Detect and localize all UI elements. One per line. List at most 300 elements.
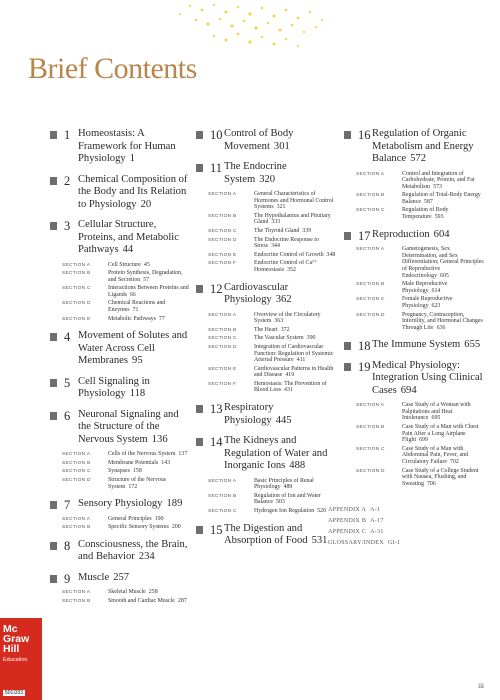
section-entry[interactable] (208, 508, 338, 515)
section-title: Endocrine Control of Ca²⁺ Homeostasis (254, 260, 317, 273)
section-title: Cell Structure (108, 261, 141, 268)
chapter-entry[interactable] (50, 539, 190, 564)
section-label: SECTION A (62, 262, 91, 268)
section-title: Hydrogen Ion Regulation (254, 507, 315, 514)
section-label: SECTION C (208, 336, 237, 342)
section-page: 623 (431, 302, 441, 309)
chapter-page: 320 (259, 173, 276, 185)
section-title: Control and Integration of Carbohydrate, Protein, and Fat Metabolism (402, 170, 475, 190)
chapter-page: 118 (129, 388, 146, 400)
section-title-line (254, 327, 290, 334)
chapter-page: 257 (113, 571, 130, 583)
chapter-bullet-icon (50, 333, 57, 341)
chapter-title: The Endocrine System (224, 161, 287, 185)
chapter-entry[interactable] (196, 402, 338, 427)
chapter-page: 488 (289, 460, 306, 472)
chapter-title-line (78, 376, 190, 401)
chapter-bullet-icon (50, 379, 57, 387)
section-entry[interactable] (208, 213, 338, 226)
section-list (208, 312, 338, 395)
page-number: iii (478, 682, 484, 690)
section-entry[interactable] (356, 171, 484, 191)
chapter-number: 13 (210, 402, 223, 417)
section-entry[interactable] (208, 312, 338, 325)
section-label: SECTION D (62, 301, 91, 307)
section-entry[interactable] (62, 524, 190, 531)
section-title-line (402, 207, 484, 220)
chapter-title: Movement of Solutes and Water Across Cell Membranes (78, 330, 188, 367)
section-title-line (108, 589, 158, 596)
chapter-title: The Digestion and Absorption of Food (224, 522, 308, 547)
section-label: SECTION B (208, 493, 237, 499)
chapter-number: 17 (358, 228, 371, 243)
section-title-line (402, 312, 484, 332)
section-entry[interactable] (62, 262, 190, 269)
section-title-line (254, 237, 338, 250)
chapter-title: Homeostasis: A Framework for Human Physiology (78, 128, 176, 164)
section-page: 200 (171, 524, 181, 531)
section-label: SECTION A (356, 171, 385, 177)
section-title-line (402, 281, 484, 294)
section-title: Hemostasis: The Prevention of Blood Loss (254, 380, 327, 394)
chapter-entry[interactable] (344, 339, 484, 352)
section-list (62, 451, 190, 490)
chapter-title-line (372, 128, 484, 166)
section-title: The Heart (254, 326, 278, 333)
chapter-title: Cardiovascular Physiology (224, 281, 289, 306)
section-title: The Thyroid Gland (254, 227, 300, 234)
appendix-item[interactable]: APPENDIX A A-1 (328, 507, 381, 514)
section-title: Regulation of Ion and Water Balance (254, 492, 321, 506)
chapter-title: Medical Physiology: Integration Using Clinical Cases (372, 359, 483, 396)
chapter-bullet-icon (196, 285, 203, 293)
chapter-number: 9 (64, 571, 71, 586)
section-title: The Vascular System (254, 335, 304, 342)
chapter-bullet-icon (50, 542, 57, 550)
section-entry[interactable] (62, 516, 190, 523)
section-title: Endocrine Control of Growth (254, 251, 324, 258)
section-label: SECTION C (356, 297, 385, 303)
section-label: SECTION A (356, 247, 385, 253)
section-label: SECTION B (62, 599, 91, 604)
chapter-page: 604 (433, 228, 450, 240)
chapter-entry[interactable] (50, 128, 190, 166)
section-page: 431 (284, 387, 293, 394)
section-label: SECTION A (62, 516, 91, 522)
section-title-line (402, 171, 484, 191)
section-title-line (254, 252, 335, 259)
section-list (208, 478, 338, 515)
section-page: 339 (302, 227, 312, 234)
chapter-title-line (224, 402, 338, 427)
section-title: Skeletal Muscle (108, 589, 146, 596)
chapter-entry[interactable] (50, 219, 190, 322)
section-page: 344 (271, 243, 280, 250)
section-entry[interactable] (62, 300, 190, 313)
chapter-page: 189 (166, 498, 183, 510)
section-page: 57 (143, 276, 150, 283)
section-list (62, 516, 190, 531)
chapter-number: 4 (64, 330, 71, 345)
section-title-line (254, 366, 338, 379)
section-title: Smooth and Cardiac Muscle (108, 598, 175, 604)
section-page: 702 (450, 459, 459, 466)
chapter-number: 5 (64, 375, 71, 390)
section-label: SECTION E (62, 316, 91, 322)
section-title: Specific Sensory Systems (108, 524, 169, 531)
chapter-number: 6 (64, 408, 71, 423)
section-page: 333 (271, 219, 281, 226)
section-title-line (108, 524, 181, 531)
section-title: Case Study of a Man with Chest Pain After a Long Airplane Flight (402, 424, 479, 444)
chapter-bullet-icon (50, 222, 57, 230)
section-page: 520 (317, 507, 327, 514)
chapter-title-line (78, 498, 190, 511)
section-title: Protein Synthesis, Degradation, and Secretion (108, 270, 183, 283)
chapter-page: 44 (122, 244, 134, 255)
section-title: Regulation of Body Temperature (402, 207, 449, 221)
section-title-line (402, 446, 484, 466)
appendix-item[interactable]: APPENDIX B A-17 (328, 518, 384, 525)
section-title-line (108, 316, 165, 323)
chapter-title: Reproduction (372, 228, 430, 240)
section-label: SECTION B (208, 213, 237, 219)
section-label: SECTION C (356, 446, 385, 452)
section-title-line (108, 468, 142, 475)
section-label: SECTION B (356, 425, 385, 431)
chapter-page: 234 (138, 551, 155, 563)
section-title: Male Reproductive Physiology (402, 281, 448, 294)
section-page: 489 (283, 484, 293, 491)
chapter-bullet-icon (196, 526, 203, 534)
section-label: SECTION B (356, 282, 385, 288)
appendix-item[interactable]: APPENDIX C A-31 (328, 529, 384, 536)
page-title: Brief Contents (28, 52, 197, 85)
chapter-bullet-icon (344, 342, 351, 350)
chapter-entry[interactable] (196, 128, 338, 153)
section-label: SECTION D (356, 312, 385, 318)
chapter-page: 445 (275, 414, 292, 426)
section-page: 321 (276, 204, 286, 211)
section-page: 363 (274, 318, 284, 325)
section-page: 419 (285, 372, 295, 379)
section-page: 287 (177, 598, 187, 604)
section-label: SECTION A (208, 312, 237, 318)
section-title-line (108, 516, 164, 523)
chapter-entry[interactable] (50, 498, 190, 531)
section-title-line (254, 493, 338, 506)
section-title: Overview of the Circulatory System (254, 311, 321, 325)
section-page: 706 (426, 480, 436, 487)
section-label: SECTION A (62, 590, 91, 596)
section-label: SECTION F (208, 261, 237, 267)
section-title-line (108, 285, 190, 298)
section-entry[interactable] (62, 270, 190, 283)
chapter-title: Muscle (78, 571, 110, 583)
chapter-number: 1 (64, 128, 71, 142)
section-entry[interactable] (208, 327, 338, 334)
section-page: 45 (143, 261, 150, 268)
chapter-bullet-icon (50, 131, 57, 139)
section-page: 77 (158, 315, 165, 322)
section-list (62, 589, 190, 604)
chapter-entry[interactable] (344, 229, 484, 332)
section-label: SECTION F (208, 381, 237, 387)
section-page: 352 (287, 266, 296, 273)
chapter-number: 18 (358, 339, 371, 354)
section-entry[interactable] (62, 451, 190, 458)
chapter-bullet-icon (50, 575, 57, 583)
section-title: Structure of the Nervous System (108, 477, 167, 490)
section-title-line (254, 260, 338, 273)
section-page: 348 (326, 251, 336, 258)
chapter-number: 10 (210, 128, 223, 142)
section-label: SECTION A (356, 403, 385, 409)
section-label: SECTION C (208, 508, 237, 514)
section-page: 390 (306, 335, 316, 342)
section-entry[interactable] (62, 316, 190, 323)
section-entry[interactable] (62, 477, 190, 490)
section-entry[interactable] (356, 446, 484, 466)
section-page: 503 (275, 499, 285, 506)
chapter-number: 15 (210, 522, 223, 537)
chapter-title: Control of Body Movement (224, 128, 294, 152)
section-label: SECTION D (208, 344, 237, 350)
section-list (356, 402, 484, 487)
section-title: Female Reproductive Physiology (402, 296, 453, 309)
chapter-title-line (78, 174, 190, 212)
section-title-line (254, 344, 338, 364)
chapter-entry[interactable] (196, 282, 338, 395)
section-title-line (402, 192, 484, 205)
chapter-bullet-icon (196, 405, 203, 413)
section-page: 137 (178, 451, 188, 458)
section-title-line (108, 262, 150, 269)
section-entry[interactable] (208, 191, 338, 211)
chapter-title-line (224, 523, 338, 548)
chapter-title-line (78, 128, 190, 166)
section-title: Case Study of a Woman with Palpitations and Heat Intolerance (402, 402, 471, 422)
section-title-line (402, 468, 484, 488)
chapter-title: Neuronal Signaling and the Structure of the Nervous System (78, 408, 179, 445)
section-label: SECTION B (208, 327, 237, 333)
chapter-entry[interactable] (196, 435, 338, 514)
section-title: Membrane Potentials (108, 459, 159, 466)
section-title: Synapses (108, 468, 130, 475)
section-title-line (254, 312, 338, 325)
chapter-entry[interactable] (50, 572, 190, 605)
chapter-entry[interactable] (196, 161, 338, 274)
section-page: 172 (128, 483, 138, 490)
section-title-line (402, 424, 484, 444)
publisher-logo: Mc Graw Hill Education 501I333 (0, 618, 42, 700)
section-entry[interactable] (356, 281, 484, 294)
section-title-line (254, 228, 311, 235)
section-title-line (108, 300, 190, 313)
section-label: SECTION E (208, 252, 237, 258)
section-entry[interactable] (62, 589, 190, 596)
section-label: SECTION D (208, 237, 237, 243)
section-page: 71 (132, 307, 139, 314)
section-label: SECTION C (356, 208, 385, 214)
section-label: SECTION B (356, 193, 385, 199)
toc-column-2 (196, 128, 338, 556)
chapter-title-line (78, 219, 190, 257)
section-page: 614 (431, 287, 441, 294)
chapter-number: 16 (358, 128, 371, 142)
section-title: Metabolic Pathways (108, 315, 156, 322)
chapter-page: 1 (129, 153, 135, 164)
chapter-entry[interactable] (344, 360, 484, 488)
section-title-line (108, 451, 187, 458)
chapter-title: Chemical Composition of the Body and Its Relation to Physiology (78, 173, 188, 210)
section-title: Case Study of a Man with Abdominal Pain, Fever, and Circulatory Failure (402, 445, 469, 466)
chapter-title: Respiratory Physiology (224, 402, 274, 426)
chapter-page: 95 (132, 355, 143, 367)
section-entry[interactable] (208, 381, 338, 394)
section-label: SECTION A (62, 452, 91, 458)
chapter-page: 572 (410, 153, 427, 164)
chapter-title-line (372, 339, 484, 352)
section-page: 593 (434, 214, 444, 221)
section-title: General Characteristics of Hormones and Hormonal Control Systems (254, 191, 334, 211)
decorative-dots (150, 2, 350, 50)
section-title: Cells of the Nervous System (108, 451, 176, 458)
section-list (356, 246, 484, 331)
section-page: 573 (433, 183, 442, 190)
section-entry[interactable] (208, 228, 338, 235)
section-title-line (402, 246, 484, 279)
chapter-page: 694 (400, 384, 417, 396)
section-title: Chemical Reactions and Enzymes (108, 300, 166, 314)
glossary-index-item[interactable]: GLOSSARY/INDEX GI-1 (328, 540, 401, 547)
section-entry[interactable] (208, 493, 338, 506)
section-entry[interactable] (62, 468, 190, 475)
section-page: 143 (161, 459, 171, 466)
section-page: 258 (148, 589, 158, 596)
section-title-line (254, 335, 315, 342)
section-title: The Endocrine Response to Stress (254, 236, 319, 250)
section-entry[interactable] (208, 237, 338, 250)
chapter-bullet-icon (344, 131, 351, 139)
section-title: General Principles (108, 515, 152, 522)
section-page: 411 (296, 357, 306, 364)
chapter-number: 11 (210, 161, 223, 175)
section-label: SECTION E (208, 366, 237, 372)
section-label: SECTION A (208, 192, 237, 197)
section-entry[interactable] (356, 424, 484, 444)
section-page: 699 (419, 437, 428, 444)
chapter-page: 136 (151, 433, 168, 445)
chapter-page: 655 (464, 339, 481, 351)
chapter-title: Sensory Physiology (78, 498, 163, 510)
chapter-title-line (372, 360, 484, 398)
chapter-title-line (224, 128, 338, 153)
section-entry[interactable] (356, 468, 484, 488)
section-label: SECTION A (208, 478, 237, 484)
section-title: Pregnancy, Contraception, Infertility, and Hormonal Changes Through Life (402, 311, 483, 331)
chapter-page: 20 (140, 198, 152, 210)
section-page: 587 (423, 198, 433, 205)
chapter-entry[interactable] (344, 128, 484, 221)
section-entry[interactable] (356, 246, 484, 279)
section-list (62, 262, 190, 323)
section-entry[interactable] (208, 344, 338, 364)
section-list (356, 171, 484, 221)
section-entry[interactable] (62, 598, 190, 605)
section-entry[interactable] (62, 460, 190, 467)
chapter-bullet-icon (344, 363, 351, 371)
chapter-bullet-icon (50, 177, 57, 185)
chapter-entry[interactable] (50, 376, 190, 401)
chapter-bullet-icon (196, 164, 203, 172)
section-page: 158 (132, 468, 142, 475)
chapter-number: 8 (64, 538, 71, 553)
chapter-number: 2 (64, 173, 71, 188)
section-title: Cardiovascular Patterns in Health and Disease (254, 365, 334, 379)
section-title-line (254, 478, 338, 491)
section-label: SECTION D (356, 468, 385, 474)
section-label: SECTION C (62, 286, 91, 292)
chapter-page: 362 (275, 294, 292, 306)
chapter-entry[interactable] (50, 330, 190, 368)
section-title: The Hypothalamus and Pituitary Gland (254, 212, 331, 226)
section-page: 695 (431, 415, 441, 422)
chapter-entry[interactable] (50, 409, 190, 490)
chapter-entry[interactable] (50, 174, 190, 212)
section-label: SECTION C (208, 228, 237, 234)
section-entry[interactable] (356, 296, 484, 309)
chapter-title-line (224, 435, 338, 473)
section-title: Basic Principles of Renal Physiology (254, 477, 314, 491)
section-title: Case Study of a College Student with Nausea, Flushing, and Sweating (402, 467, 479, 487)
toc-column-3-chapters (344, 128, 484, 487)
section-entry[interactable] (208, 478, 338, 491)
section-entry[interactable] (356, 402, 484, 422)
chapter-page: 531 (311, 535, 328, 547)
section-entry[interactable] (356, 192, 484, 205)
chapter-title-line (78, 572, 190, 585)
section-title-line (402, 402, 484, 422)
section-title-line (254, 191, 338, 211)
section-title-line (108, 270, 190, 283)
section-entry[interactable] (208, 335, 338, 342)
section-title-line (402, 296, 484, 309)
section-title-line (254, 381, 338, 394)
chapter-number: 12 (210, 281, 223, 296)
section-label: SECTION C (62, 469, 91, 475)
chapter-title: The Immune System (372, 339, 461, 351)
chapter-number: 14 (210, 435, 223, 450)
section-title: Integration of Cardiovascular Function: Regulation of Systemic Arterial Pressure (254, 343, 334, 364)
section-entry[interactable] (208, 252, 338, 259)
section-title-line (254, 508, 326, 515)
chapter-bullet-icon (50, 501, 57, 509)
section-title-line (254, 213, 338, 226)
section-title-line (108, 598, 187, 605)
section-entry[interactable] (62, 285, 190, 298)
section-list (208, 191, 338, 274)
section-entry[interactable] (356, 312, 484, 332)
section-title-line (108, 477, 190, 490)
section-entry[interactable] (356, 207, 484, 220)
section-label: SECTION B (62, 460, 91, 466)
chapter-entry[interactable] (196, 523, 338, 548)
chapter-number: 19 (358, 359, 371, 374)
chapter-bullet-icon (196, 131, 203, 139)
section-entry[interactable] (208, 260, 338, 273)
section-entry[interactable] (208, 366, 338, 379)
